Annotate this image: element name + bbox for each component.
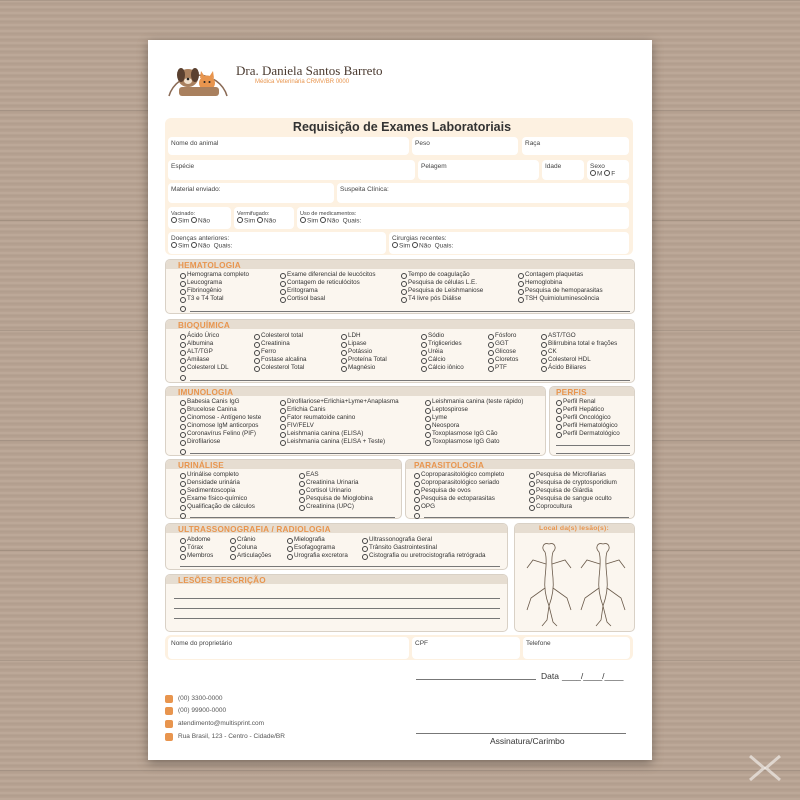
exam-option[interactable]: Dirofilariose <box>180 438 261 446</box>
exam-option[interactable]: Ácido Úrico <box>180 332 229 340</box>
exam-option[interactable]: Proteína Total <box>341 356 387 364</box>
no-label: Não <box>419 242 431 250</box>
perfis-title: PERFIS <box>556 387 587 397</box>
weight-label: Peso <box>415 140 430 147</box>
medication-no-radio[interactable] <box>320 217 326 223</box>
exam-option[interactable]: Cloretos <box>488 356 518 364</box>
contact-email: atendimento@multisprint.com <box>178 720 265 727</box>
yes-label: Sim <box>178 242 190 250</box>
exam-option[interactable]: Creatinina Urinaria <box>299 479 373 487</box>
yes-label: Sim <box>244 217 256 225</box>
exam-option[interactable]: Exame diferencial de leucócitos <box>280 271 376 279</box>
animal-name-label: Nome do animal <box>171 140 219 147</box>
date-place-line[interactable] <box>416 679 536 680</box>
exam-option[interactable]: Perfil Hepático <box>556 406 620 414</box>
bioquimica-col-1 <box>180 332 229 372</box>
vaccinated-yes-radio[interactable] <box>171 217 177 223</box>
dewormed-yes-radio[interactable] <box>237 217 243 223</box>
exam-option[interactable]: Ácido Biliares <box>541 364 617 372</box>
hematologia-title: HEMATOLOGIA <box>178 260 241 270</box>
exam-option[interactable]: Toxoplasmose IgG Cão <box>425 430 523 438</box>
vaccinated-no-radio[interactable] <box>191 217 197 223</box>
exam-option[interactable]: Contagem plaquetas <box>518 271 603 279</box>
cpf-field[interactable] <box>412 637 520 659</box>
lesoes-line-3[interactable] <box>174 618 500 619</box>
exam-option[interactable]: Pesquisa de células L.E. <box>401 279 483 287</box>
age-label: Idade <box>545 163 562 170</box>
dog-diagram-icon[interactable] <box>519 536 632 630</box>
surgeries-no-radio[interactable] <box>412 242 418 248</box>
exam-option[interactable]: Colesterol Total <box>254 364 307 372</box>
diseases-yes-radio[interactable] <box>171 242 177 248</box>
exam-option[interactable]: EAS <box>299 471 373 479</box>
species-field[interactable] <box>168 160 415 180</box>
exam-option[interactable]: Coprocultura <box>529 503 617 511</box>
diseases-label: Doenças <box>171 235 197 242</box>
exam-option[interactable]: Colesterol HDL <box>541 356 617 364</box>
signature-line[interactable] <box>416 733 626 734</box>
which-label: Quais: <box>342 217 362 225</box>
exam-option[interactable]: Brucelose Canina <box>180 406 261 414</box>
vaccinated-label: Vacinado: <box>171 211 196 217</box>
breed-label: Raça <box>525 140 541 147</box>
ultrassonografia-col-1 <box>180 536 213 560</box>
exam-option[interactable]: Perfil Hematológico <box>556 422 620 430</box>
sex-m-radio[interactable] <box>590 170 596 176</box>
whatsapp-icon <box>165 707 173 715</box>
lesoes-section <box>165 574 508 632</box>
ultrassonografia-line[interactable] <box>180 566 500 567</box>
exam-option[interactable]: LDH <box>341 332 387 340</box>
exam-option[interactable]: AST/TGO <box>541 332 617 340</box>
exam-option[interactable]: Pesquisa de ovos <box>414 487 504 495</box>
sex-label: Sexo <box>590 163 605 170</box>
hematologia-col-1 <box>180 271 249 303</box>
species-label: Espécie <box>171 163 195 170</box>
breed-field[interactable] <box>522 137 629 155</box>
exam-option[interactable]: T4 livre pós Diálise <box>401 295 483 303</box>
ultrassonografia-col-2 <box>230 536 271 560</box>
pets-logo-icon <box>165 56 231 100</box>
exam-option[interactable]: FIV/FELV <box>280 422 399 430</box>
exam-option[interactable]: Leishmania canina (teste rápido) <box>425 398 523 406</box>
exam-option[interactable]: Babesia Canis IgG <box>180 398 261 406</box>
exam-option[interactable]: Colesterol total <box>254 332 307 340</box>
lesoes-title: LESÕES DESCRIÇÃO <box>178 575 266 585</box>
exam-option[interactable]: Creatinina <box>254 340 307 348</box>
perfis-section <box>549 386 635 456</box>
exam-option[interactable]: Sedimentoscopia <box>180 487 255 495</box>
bioquimica-section <box>165 319 635 383</box>
bioquimica-col-4 <box>421 332 464 372</box>
exam-option[interactable]: Cinomose - Antígeno teste <box>180 414 261 422</box>
exam-option[interactable]: Hemoglobina <box>518 279 603 287</box>
medication-field[interactable] <box>297 207 629 229</box>
contact-phone: (00) 3300-0000 <box>178 695 223 702</box>
bioquimica-title: BIOQUÍMICA <box>178 320 231 330</box>
weight-field[interactable] <box>412 137 518 155</box>
sex-m-label: M <box>597 170 603 178</box>
exam-option[interactable]: Hemograma completo <box>180 271 249 279</box>
phone-icon <box>165 695 173 703</box>
exam-option[interactable]: Colesterol LDL <box>180 364 229 372</box>
hematologia-section <box>165 259 635 314</box>
exam-option[interactable]: Pesquisa de Microfilarias <box>529 471 617 479</box>
exam-option[interactable]: Contagem de reticulócitos <box>280 279 376 287</box>
vaccinated-field[interactable] <box>168 207 231 229</box>
previous-label: anteriores: <box>198 235 230 242</box>
exam-option[interactable]: Dirofilariose+Erlichia+Lyme+Anaplasma <box>280 398 399 406</box>
exam-option[interactable]: Leishmania canina (ELISA) <box>280 430 399 438</box>
ultrassonografia-title: ULTRASSONOGRAFIA / RADIOLOGIA <box>178 524 331 534</box>
exam-option[interactable]: Pesquisa de sangue oculto <box>529 495 617 503</box>
no-label: Não <box>198 242 210 250</box>
imunologia-col-2 <box>280 398 399 447</box>
email-icon <box>165 720 173 728</box>
dewormed-field[interactable] <box>234 207 294 229</box>
exam-option[interactable]: Tórax <box>180 544 213 552</box>
material-field[interactable] <box>168 183 334 203</box>
parasitologia-col-1 <box>414 471 504 511</box>
diseases-field[interactable] <box>168 232 386 254</box>
exam-option[interactable]: Densidade urinária <box>180 479 255 487</box>
which-label: Quais: <box>434 242 454 250</box>
watermark-icon <box>746 752 784 784</box>
exam-option[interactable]: Lipase <box>341 340 387 348</box>
urinalise-col-1 <box>180 471 255 511</box>
exam-option[interactable]: Cistografia ou uretrocistografia retrógrada <box>362 552 486 560</box>
parasitologia-other-line[interactable] <box>424 517 629 518</box>
perfis-list <box>556 398 620 438</box>
exam-option[interactable]: Fostase alcalina <box>254 356 307 364</box>
sex-field[interactable] <box>587 160 629 180</box>
exam-option[interactable]: Urinálise completo <box>180 471 255 479</box>
exam-option[interactable]: Albumina <box>180 340 229 348</box>
exam-option[interactable]: Cortisol Urinario <box>299 487 373 495</box>
exam-option[interactable]: Articulações <box>230 552 271 560</box>
exam-option[interactable]: Erlichia Canis <box>280 406 399 414</box>
dewormed-label: Vermifugado: <box>237 211 270 217</box>
exam-option[interactable]: Tempo de coagulação <box>401 271 483 279</box>
bioquimica-col-2 <box>254 332 307 372</box>
exam-option[interactable]: OPG <box>414 503 504 511</box>
doctor-subtitle: Médica Veterinária CRMV/BR 0000 <box>255 79 350 85</box>
exam-option[interactable]: Pesquisa de Giárdia <box>529 487 617 495</box>
exam-option[interactable]: Toxoplasmose IgG Gato <box>425 438 523 446</box>
which-label: Quais: <box>213 242 233 250</box>
hematologia-col-3 <box>401 271 483 303</box>
exam-option[interactable]: Pesquisa de cryptosporidium <box>529 479 617 487</box>
material-label: Material enviado: <box>171 186 221 193</box>
diseases-no-radio[interactable] <box>191 242 197 248</box>
doctor-name: Dra. Daniela Santos Barreto <box>236 63 383 78</box>
animal-name-field[interactable] <box>168 137 409 155</box>
hematologia-col-2 <box>280 271 376 303</box>
urinalise-other-line[interactable] <box>190 517 395 518</box>
medication-label: Uso de medicamentos: <box>300 211 357 217</box>
local-title: Local da(s) lesão(s): <box>539 525 609 532</box>
hematologia-other-line[interactable] <box>190 311 630 312</box>
coat-label: Pelagem <box>421 163 447 170</box>
yes-label: Sim <box>178 217 190 225</box>
contact-whatsapp: (00) 99900-0000 <box>178 707 227 714</box>
suspicion-label: Suspeita Clínica: <box>340 186 389 193</box>
exam-option[interactable]: Triglicerides <box>421 340 464 348</box>
exam-option[interactable]: Pesquisa de Leishmaniose <box>401 287 483 295</box>
bioquimica-col-3 <box>341 332 387 372</box>
exam-option[interactable]: Exame físico-químico <box>180 495 255 503</box>
exam-option[interactable]: Coronavírus Felino (PIF) <box>180 430 261 438</box>
exam-option[interactable]: Pesquisa de Mioglobina <box>299 495 373 503</box>
exam-option[interactable]: Abdome <box>180 536 213 544</box>
exam-option[interactable]: Bilirrubina total e frações <box>541 340 617 348</box>
recent-label: recentes: <box>419 235 447 242</box>
exam-option[interactable]: Glicose <box>488 348 518 356</box>
exam-option[interactable]: Potássio <box>341 348 387 356</box>
parasitologia-col-2 <box>529 471 617 511</box>
exam-option[interactable]: Pesquisa de hemoparasitas <box>518 287 603 295</box>
sex-f-label: F <box>611 170 616 178</box>
exam-option[interactable]: Ferro <box>254 348 307 356</box>
exam-option[interactable]: Cálcio iônico <box>421 364 464 372</box>
exam-option[interactable]: Neospora <box>425 422 523 430</box>
exam-option[interactable]: T3 e T4 Total <box>180 295 249 303</box>
surgeries-yes-radio[interactable] <box>392 242 398 248</box>
hematologia-col-4 <box>518 271 603 303</box>
ultrassonografia-col-4 <box>362 536 486 560</box>
exam-option[interactable]: Coproparasitológico seriado <box>414 479 504 487</box>
surgeries-field[interactable] <box>389 232 629 254</box>
exam-option[interactable]: Cálcio <box>421 356 464 364</box>
exam-option[interactable]: PTF <box>488 364 518 372</box>
exam-option[interactable]: Cinomose IgM anticorpos <box>180 422 261 430</box>
exam-option[interactable]: Cortisol basal <box>280 295 376 303</box>
owner-name-label: Nome do proprietário <box>171 640 233 647</box>
bioquimica-other-line[interactable] <box>190 380 630 381</box>
urinalise-title: URINÁLISE <box>178 460 224 470</box>
parasitologia-title: PARASITOLOGIA <box>414 460 485 470</box>
exam-option[interactable]: Leptospirose <box>425 406 523 414</box>
no-label: Não <box>264 217 276 225</box>
imunologia-section <box>165 386 546 456</box>
phone-label: Telefone <box>526 640 551 647</box>
phone-field[interactable] <box>523 637 630 659</box>
lesoes-line-1[interactable] <box>174 598 500 599</box>
cpf-label: CPF <box>415 640 428 647</box>
exam-option[interactable]: Leucograma <box>180 279 249 287</box>
location-icon <box>165 733 173 741</box>
medication-yes-radio[interactable] <box>300 217 306 223</box>
exam-option[interactable]: Sódio <box>421 332 464 340</box>
date-blank[interactable]: ____/____/____ <box>562 671 624 681</box>
urinalise-section <box>165 459 402 519</box>
yes-label: Sim <box>399 242 411 250</box>
exam-option[interactable]: Mielografia <box>287 536 348 544</box>
exam-option[interactable]: Trânsito Gastrointestinal <box>362 544 486 552</box>
exam-option[interactable]: Coproparasitológico completo <box>414 471 504 479</box>
parasitologia-section <box>405 459 635 519</box>
exam-option[interactable]: TSH Quimioluminescência <box>518 295 603 303</box>
yes-label: Sim <box>307 217 319 225</box>
exam-option[interactable]: Membros <box>180 552 213 560</box>
exam-option[interactable]: Amilase <box>180 356 229 364</box>
surgeries-label: Cirurgias <box>392 235 419 242</box>
exam-option[interactable]: Esofagograma <box>287 544 348 552</box>
exam-option[interactable]: Coluna <box>230 544 271 552</box>
urinalise-col-2 <box>299 471 373 511</box>
perfis-line-2[interactable] <box>556 453 630 454</box>
exam-option[interactable]: Creatinina (UPC) <box>299 503 373 511</box>
suspicion-field[interactable] <box>337 183 629 203</box>
exam-option[interactable]: Qualificação de cálculos <box>180 503 255 511</box>
lesoes-line-2[interactable] <box>174 608 500 609</box>
local-section <box>514 523 635 632</box>
exam-option[interactable]: Urografia excretora <box>287 552 348 560</box>
exam-option[interactable]: Leishmania canina (ELISA + Teste) <box>280 438 399 446</box>
exam-option[interactable]: Perfil Dermatológico <box>556 430 620 438</box>
exam-option[interactable]: Perfil Renal <box>556 398 620 406</box>
ultrassonografia-col-3 <box>287 536 348 560</box>
exam-option[interactable]: Fator reumatoide canino <box>280 414 399 422</box>
exam-option[interactable]: Eritograma <box>280 287 376 295</box>
dewormed-no-radio[interactable] <box>257 217 263 223</box>
no-label: Não <box>327 217 339 225</box>
imunologia-other-line[interactable] <box>190 453 540 454</box>
coat-field[interactable] <box>418 160 539 180</box>
contact-address: Rua Brasil, 123 - Centro - Cidade/BR <box>178 733 285 740</box>
age-field[interactable] <box>542 160 584 180</box>
exam-option[interactable]: Uréia <box>421 348 464 356</box>
exam-option[interactable]: Pesquisa de ectoparasitas <box>414 495 504 503</box>
imunologia-col-3 <box>425 398 523 447</box>
date-label: Data <box>541 671 559 681</box>
exam-option[interactable]: Ultrassonografia Geral <box>362 536 486 544</box>
exam-option[interactable]: Fibrinogênio <box>180 287 249 295</box>
bioquimica-col-5 <box>488 332 518 372</box>
no-label: Não <box>198 217 210 225</box>
signature-label: Assinatura/Carimbo <box>490 736 565 746</box>
exam-option[interactable]: CK <box>541 348 617 356</box>
exam-option[interactable]: Magnésio <box>341 364 387 372</box>
ultrassonografia-section <box>165 523 508 570</box>
owner-name-field[interactable] <box>168 637 409 659</box>
sex-f-radio[interactable] <box>604 170 610 176</box>
imunologia-title: IMUNOLOGIA <box>178 387 234 397</box>
imunologia-col-1 <box>180 398 261 447</box>
exam-option[interactable]: Crânio <box>230 536 271 544</box>
bioquimica-col-6 <box>541 332 617 372</box>
form-title: Requisição de Exames Laboratoriais <box>292 120 512 134</box>
exam-option[interactable]: GGT <box>488 340 518 348</box>
exam-option[interactable]: Lyme <box>425 414 523 422</box>
perfis-line-1[interactable] <box>556 445 630 446</box>
exam-option[interactable]: Fósforo <box>488 332 518 340</box>
exam-option[interactable]: ALT/TGP <box>180 348 229 356</box>
exam-option[interactable]: Perfil Oncológico <box>556 414 620 422</box>
